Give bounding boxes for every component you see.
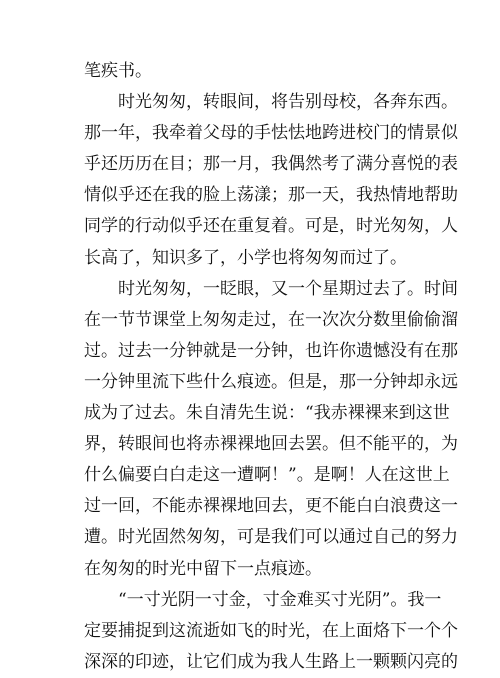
text-line: 一分钟里流下些什么痕迹。但是，那一分钟却永远 — [84, 371, 458, 392]
text-line: 遭。时光固然匆匆，可是我们可以通过自己的努力 — [84, 527, 458, 548]
text-line: 时光匆匆，转眼间，将告别母校，各奔东西。 — [118, 92, 458, 113]
text-line: 过。过去一分钟就是一分钟，也许你遗憾没有在那 — [84, 340, 458, 361]
paragraph-inch-of-time — [84, 585, 458, 678]
text-line: 过一回，不能赤裸裸地回去，更不能白白浪费这一 — [84, 496, 458, 517]
text-line: 同学的行动似乎还在重复着。可是，时光匆匆，人 — [84, 216, 458, 237]
text-line: 笔疾书。 — [84, 61, 152, 81]
text-line: “一寸光阴一寸金，寸金难买寸光阴”。我一 — [118, 589, 442, 610]
text-line: 定要捕捉到这流逝如飞的时光，在上面烙下一个个 — [84, 620, 458, 641]
text-line: 长高了，知识多了，小学也将匆匆而过了。 — [84, 247, 407, 268]
text-line: 界，转眼间也将赤裸裸地回去罢。但不能平的，为 — [84, 434, 458, 455]
text-line: 情似乎还在我的脸上荡漾；那一天，我热情地帮助 — [84, 185, 458, 206]
paragraph-closing-fragment — [84, 56, 424, 87]
text-line: 在匆匆的时光中留下一点痕迹。 — [84, 558, 322, 579]
text-line: 成为了过去。朱自清先生说：“我赤裸裸来到这世 — [84, 403, 450, 424]
paragraph-time-flies-graduation — [84, 87, 458, 274]
essay-text-column — [84, 56, 458, 678]
paragraph-time-flies-week — [84, 274, 458, 585]
text-line: 那一年，我牵着父母的手怯怯地跨进校门的情景似 — [84, 123, 458, 144]
text-line: 在一节节课堂上匆匆走过，在一次次分数里偷偷溜 — [84, 309, 458, 330]
text-line: 时光匆匆，一眨眼，又一个星期过去了。时间 — [118, 278, 458, 299]
text-line: 什么偏要白白走这一遭啊！”。是啊！人在这世上 — [84, 465, 450, 486]
text-line: 深深的印迹，让它们成为我人生路上一颗颗闪亮的 — [84, 651, 458, 672]
text-line: 乎还历历在目；那一月，我偶然考了满分喜悦的表 — [84, 154, 458, 175]
